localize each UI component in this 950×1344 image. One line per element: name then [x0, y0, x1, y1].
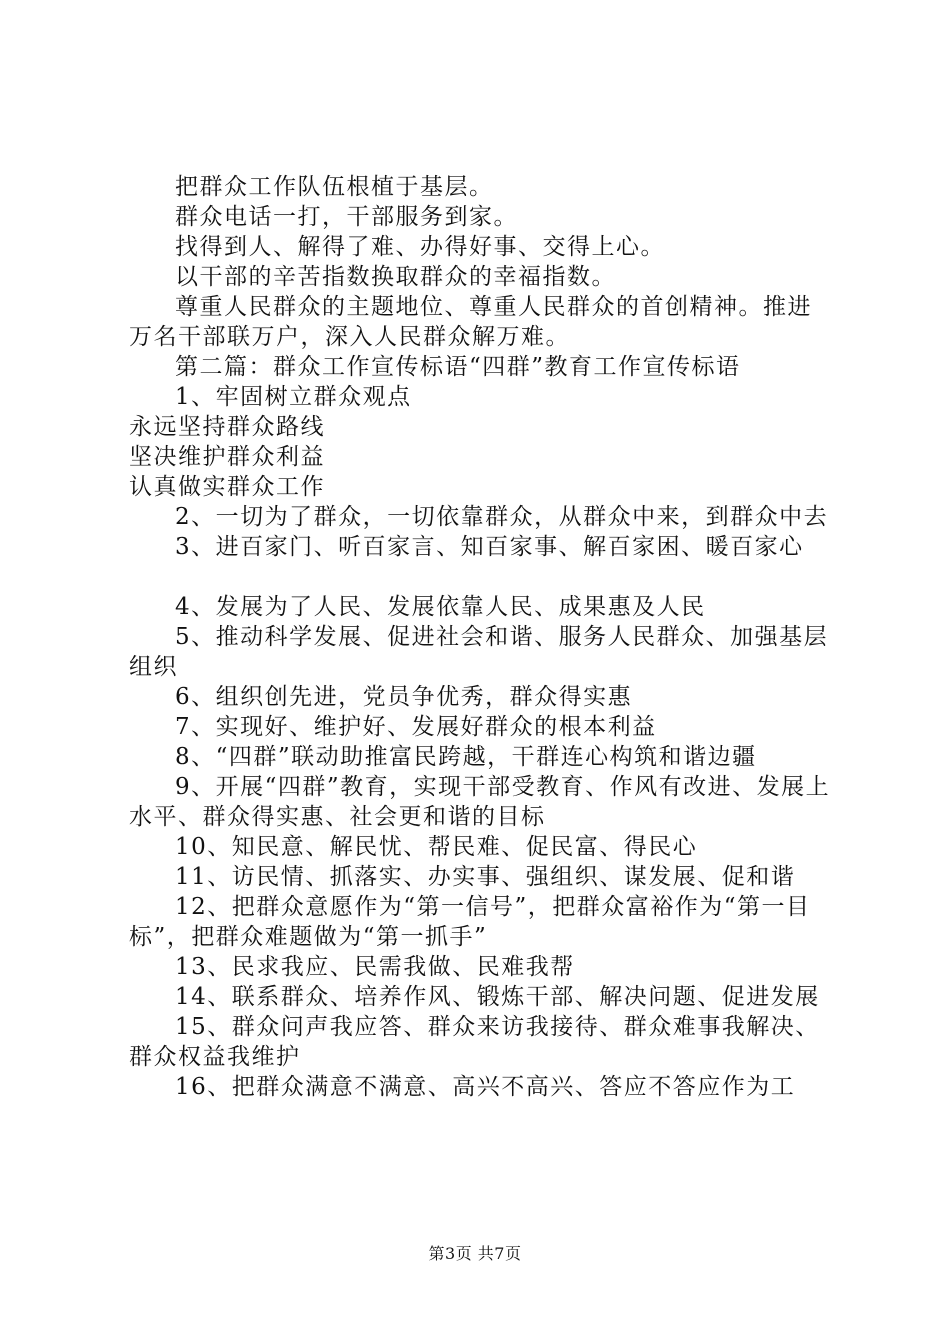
slogan-item: 9、开展“四群”教育，实现干部受教育、作风有改进、发展上水平、群众得实惠、社会更和谐的目标 [129, 774, 831, 830]
slogan-item: 13、民求我应、民需我做、民难我帮 [175, 954, 575, 980]
paragraph: 把群众工作队伍根植于基层。 [175, 174, 494, 200]
slogan-item: 10、知民意、解民忧、帮民难、促民富、得民心 [175, 834, 698, 860]
page-footer [0, 1244, 950, 1264]
slogan-item: 6、组织创先进，党员争优秀，群众得实惠 [175, 684, 633, 710]
slogan-item: 3、进百家门、听百家言、知百家事、解百家困、暖百家心 [175, 534, 804, 560]
slogan-item: 11、访民情、抓落实、办实事、强组织、谋发展、促和谐 [175, 864, 796, 890]
section-heading: 第二篇：群众工作宣传标语“四群”教育工作宣传标语 [175, 354, 741, 380]
slogan-item: 5、推动科学发展、促进社会和谐、服务人民群众、加强基层组织 [129, 624, 829, 680]
slogan-item: 8、“四群”联动助推富民跨越，干群连心构筑和谐边疆 [175, 744, 757, 770]
slogan-item: 永远坚持群众路线 [129, 414, 325, 440]
slogan-item: 坚决维护群众利益 [129, 444, 325, 470]
paragraph: 群众电话一打，干部服务到家。 [175, 204, 518, 230]
page-number: 第3页 共7页 [428, 1244, 522, 1263]
slogan-item: 1、牢固树立群众观点 [175, 384, 412, 410]
slogan-item: 4、发展为了人民、发展依靠人民、成果惠及人民 [175, 594, 706, 620]
paragraph: 找得到人、解得了难、办得好事、交得上心。 [175, 234, 665, 260]
slogan-item: 7、实现好、维护好、发展好群众的根本利益 [175, 714, 657, 740]
slogan-item: 14、联系群众、培养作风、锻炼干部、解决问题、促进发展 [175, 984, 820, 1010]
document-body [129, 172, 834, 1102]
blank-line [129, 562, 834, 592]
slogan-item: 16、把群众满意不满意、高兴不高兴、答应不答应作为工 [175, 1074, 796, 1100]
paragraph: 以干部的辛苦指数换取群众的幸福指数。 [175, 264, 616, 290]
slogan-item: 认真做实群众工作 [129, 474, 325, 500]
slogan-item: 15、群众问声我应答、群众来访我接待、群众难事我解决、群众权益我维护 [129, 1014, 820, 1070]
slogan-item: 2、一切为了群众，一切依靠群众，从群众中来，到群众中去 [175, 504, 829, 530]
slogan-item: 12、把群众意愿作为“第一信号”，把群众富裕作为“第一目标”，把群众难题做为“第一抓手” [129, 894, 811, 950]
paragraph: 尊重人民群众的主题地位、尊重人民群众的首创精神。推进万名干部联万户，深入人民群众解万难。 [129, 294, 812, 350]
